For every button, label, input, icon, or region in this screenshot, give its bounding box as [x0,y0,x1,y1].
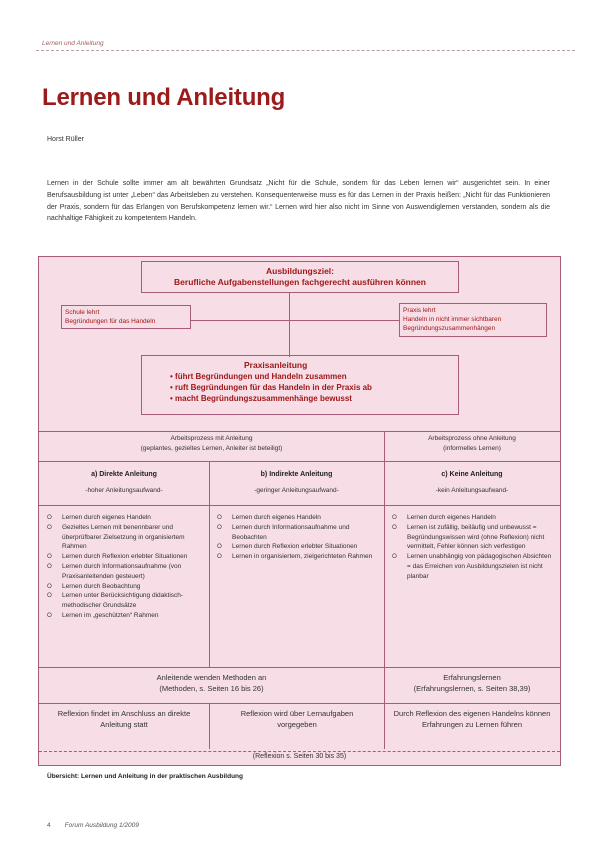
process-top-rule [39,431,560,432]
praxisanleitung-heading: Praxisanleitung [244,360,308,370]
praxisanleitung-bullets [170,371,458,404]
goal-connector [289,293,290,357]
process-with-guidance: Arbeitsprozess mit Anleitung (geplantes, gezieltes Lernen, Anleiter ist beteiligt) [140,435,283,452]
school-box [61,305,191,329]
goal-box [141,261,459,293]
school-line2: Begründungen für das Handeln [65,318,156,325]
reflection-indirect: Reflexion wird über Lernaufgaben vorgegeben [240,709,354,729]
praxisanleitung-bullet: • ruft Begründungen für das Handeln in der Praxis ab [170,383,372,392]
methods-cell: Anleitende wenden Methoden an (Methoden, s. Seiten 16 bis 26) [156,673,267,693]
practice-box [399,303,547,337]
list-item: ⭘ Lernen unabhängig von pädagogischen Absichten = das Erreichen von Ausbildungszielen ist nicht planbar [392,552,552,581]
intro-paragraph: Lernen in der Schule sollte immer am alt bewährten Grundsatz „Nicht für die Schule, sondern für das Leben lernen wir“ ausgerichtet sein. In einer Berufsausbildung ist unter „Leben“ das Arbeitsleben zu verstehen. Konsequenterweise muss es für das Lernen in der Praxis heißen: „Nicht für das Funktionieren der Praxis, sondern für das Erlangen von Berufskompetenz lernen wir.“ Lernen wird hier also nicht im Sinne von Auswendiglernen verstanden, sondern als die nachhaltige Fähigkeit zu kompetentem Handeln. [47,180,550,223]
school-practice-connector [191,320,399,321]
goal-heading: Ausbildungsziel: [266,266,334,276]
page-number: 4 [47,822,51,829]
journal-name: Forum Ausbildung 1/2009 [64,822,139,829]
col-a-header: a) Direkte Anleitung -hoher Anleitungsaufwand- [85,471,163,494]
page-footer [47,822,139,829]
running-header: Lernen und Anleitung [42,40,104,47]
column-header-rule [39,461,560,462]
article-author: Horst Rüller [47,136,84,143]
list-item: ⭘ Lernen durch eigenes Handeln [47,513,202,523]
col-c-items [392,513,552,582]
experience-cell: Erfahrungslernen (Erfahrungslernen, s. Seiten 38,39) [413,673,531,693]
praxisanleitung-bullet: • macht Begründungszusammenhänge bewusst [170,394,352,403]
list-item: ⭘ Lernen im „geschützten“ Rahmen [47,611,202,621]
praxisanleitung-bullet: • führt Begründungen und Handeln zusammen [170,372,347,381]
school-line1: Schule lehrt [65,309,100,316]
practice-line3: Begründungszusammenhängen [403,325,496,332]
list-item: ⭘ Lernen durch Beobachtung [47,582,202,592]
list-item: ⭘ Lernen durch Informationsaufnahme und Beobachten [217,523,377,543]
list-item: ⭘ Lernen durch eigenes Handeln [217,513,377,523]
figure-caption: Übersicht: Lernen und Anleitung in der praktischen Ausbildung [47,773,243,780]
praxisanleitung-box [141,355,459,415]
reflection-top-rule [39,703,560,704]
header-rule [36,50,575,51]
reflection-divider-1 [209,703,210,749]
reflection-none: Durch Reflexion des eigenen Handelns können Erfahrungen zu Lernen führen [393,709,551,729]
items-divider-1 [209,505,210,667]
article-title: Lernen und Anleitung [42,84,286,111]
reflection-reference: (Reflexion s. Seiten 30 bis 35) [252,753,347,760]
items-divider-2 [384,505,385,667]
list-item: ⭘ Gezieltes Lernen mit benennbarer und überprüfbarer Zielsetzung in organisiertem Rahmen [47,523,202,552]
col-c-header: c) Keine Anleitung -kein Anleitungsaufwand- [435,471,509,494]
practice-line2: Handeln in nicht immer sichtbaren [403,316,502,323]
reflection-divider-2 [384,703,385,749]
list-item: ⭘ Lernen durch eigenes Handeln [392,513,552,523]
list-item: ⭘ Lernen in organisiertem, zielgerichteten Rahmen [217,552,377,562]
reflection-direct: Reflexion findet im Anschluss an direkte Anleitung statt [57,709,191,729]
learning-overview-diagram [38,256,561,766]
list-item: ⭘ Lernen durch Reflexion erlebter Situationen [47,552,202,562]
col-b-items [217,513,377,562]
process-without-guidance: Arbeitsprozess ohne Anleitung (informelles Lernen) [428,435,516,452]
col-b-header: b) Indirekte Anleitung -geringer Anleitungsaufwand- [254,471,339,494]
goal-text: Berufliche Aufgabenstellungen fachgerecht ausführen können [174,277,426,287]
practice-line1: Praxis lehrt [403,307,436,314]
list-item: ⭘ Lernen durch Reflexion erlebter Situationen [217,542,377,552]
col-a-items [47,513,202,621]
items-top-rule [39,505,560,506]
list-item: ⭘ Lernen ist zufällig, beiläufig und unbewusst = Begründungswissen wird (ohne Reflexion) nicht vermittelt, Fehler können sich verfestigen [392,523,552,552]
methods-top-rule [39,667,560,668]
list-item: ⭘ Lernen durch Informationsaufnahme (von Praxisanleitenden gesteuert) [47,562,202,582]
list-item: ⭘ Lernen unter Berücksichtigung didaktisch-methodischer Grundsätze [47,591,202,611]
